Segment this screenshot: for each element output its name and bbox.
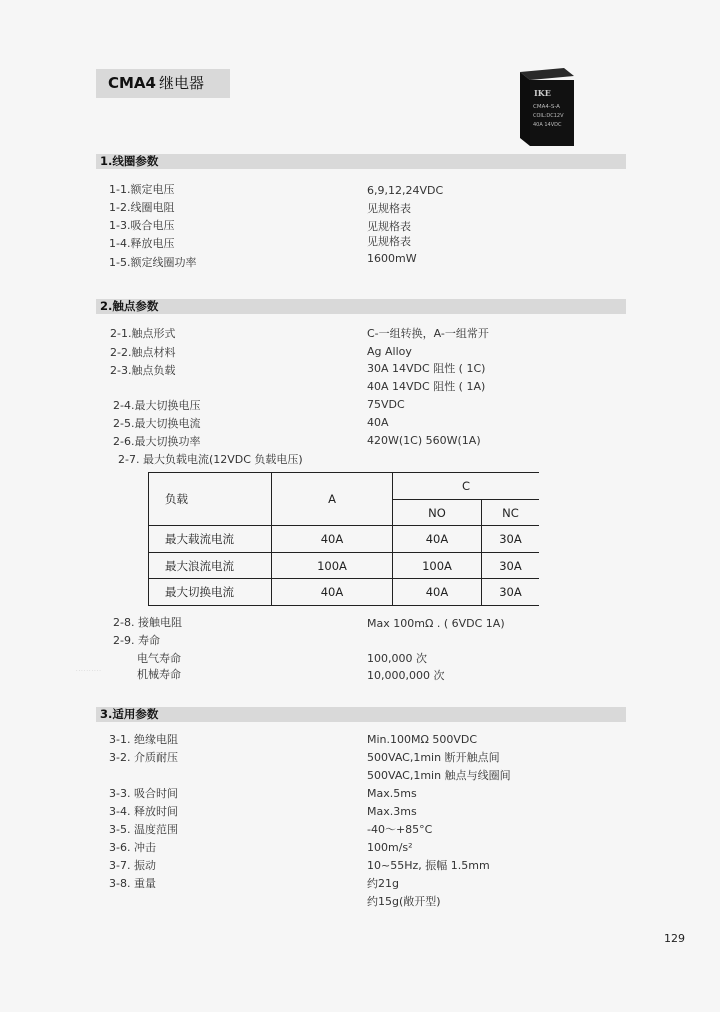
- row-label: 电气寿命: [137, 652, 181, 665]
- row-value: 10~55Hz, 振幅 1.5mm: [367, 859, 490, 872]
- section-header-coil: 1.线圈参数: [96, 154, 626, 169]
- row-value: 100,000 次: [367, 652, 427, 665]
- row-label: 1-4.释放电压: [109, 237, 175, 250]
- relay-product-image: [514, 66, 578, 152]
- table-row: [149, 526, 540, 553]
- row-label: 3-3. 吸合时间: [109, 787, 178, 800]
- table-header-a: A: [272, 473, 393, 526]
- row-value: Max.3ms: [367, 805, 417, 818]
- row-value: 6,9,12,24VDC: [367, 184, 444, 197]
- faint-dots: ··········: [76, 668, 102, 674]
- row-label: 3-7. 振动: [109, 859, 156, 872]
- table-cell-label: 最大切换电流: [149, 579, 272, 606]
- table-cell-nc: 30A: [482, 553, 540, 579]
- table-row: [149, 553, 540, 579]
- row-value: 约15g(敞开型): [367, 895, 441, 908]
- relay-line2: COIL:DC12V: [533, 113, 564, 119]
- page-title: [96, 69, 230, 98]
- row-value: 见规格表: [367, 202, 411, 215]
- row-value: 100m/s²: [367, 841, 413, 854]
- row-label: 3-6. 冲击: [109, 841, 156, 854]
- row-label: 3-8. 重量: [109, 877, 156, 890]
- relay-brand: IKE: [534, 88, 551, 98]
- row-value: 约21g: [367, 877, 399, 890]
- table-header-nc: NC: [482, 500, 540, 526]
- row-label: 3-1. 绝缘电阻: [109, 733, 178, 746]
- table-cell-no: 40A: [393, 579, 482, 606]
- table-cell-a: 40A: [272, 526, 393, 553]
- table-cell-no: 40A: [393, 526, 482, 553]
- title-cn: 继电器: [158, 74, 204, 92]
- row-value: 420W(1C) 560W(1A): [367, 434, 481, 447]
- row-value: Ag Alloy: [367, 345, 412, 358]
- table-cell-no: 100A: [393, 553, 482, 579]
- row-label: 2-4.最大切换电压: [113, 399, 201, 412]
- row-label: 1-3.吸合电压: [109, 219, 175, 232]
- row-value: Max 100mΩ . ( 6VDC 1A): [367, 617, 505, 630]
- switching-current-table: [148, 472, 539, 606]
- relay-line1: CMA4-S-A: [533, 104, 560, 110]
- row-value: C-一组转换，A-一组常开: [367, 327, 489, 340]
- row-label: 2-8. 接触电阻: [113, 616, 182, 629]
- table-caption: 2-7. 最大负载电流(12VDC 负载电压): [118, 453, 303, 466]
- row-label: 机械寿命: [137, 668, 181, 681]
- table-cell-label: 最大载流电流: [149, 526, 272, 553]
- row-label: 2-3.触点负载: [110, 364, 176, 377]
- table-header-load: 负载: [149, 473, 272, 526]
- row-label: 2-9. 寿命: [113, 634, 160, 647]
- table-cell-label: 最大浪流电流: [149, 553, 272, 579]
- row-label: 2-1.触点形式: [110, 327, 176, 340]
- row-label: 3-4. 释放时间: [109, 805, 178, 818]
- row-label: 1-1.额定电压: [109, 183, 175, 196]
- table-cell-nc: 30A: [482, 579, 540, 606]
- row-label: 3-5. 温度范围: [109, 823, 178, 836]
- table-cell-a: 100A: [272, 553, 393, 579]
- page-number: 129: [664, 932, 685, 945]
- row-value: 40A: [367, 416, 389, 429]
- row-label: 1-2.线圈电阻: [109, 201, 175, 214]
- title-en: CMA4: [108, 74, 156, 92]
- table-cell-a: 40A: [272, 579, 393, 606]
- row-label: 2-2.触点材料: [110, 346, 176, 359]
- table-cell-nc: 30A: [482, 526, 540, 553]
- row-value: 30A 14VDC 阻性 ( 1C): [367, 362, 486, 375]
- table-header-no: NO: [393, 500, 482, 526]
- row-label: 1-5.额定线圈功率: [109, 256, 197, 269]
- row-label: 2-5.最大切换电流: [113, 417, 201, 430]
- row-value: 见规格表: [367, 235, 411, 248]
- section-header-application: 3.适用参数: [96, 707, 626, 722]
- table-header-c: C: [393, 473, 540, 500]
- row-value: Max.5ms: [367, 787, 417, 800]
- row-label: 3-2. 介质耐压: [109, 751, 178, 764]
- row-value: 40A 14VDC 阻性 ( 1A): [367, 380, 486, 393]
- row-value: 75VDC: [367, 398, 405, 411]
- row-value: 1600mW: [367, 252, 417, 265]
- row-value: 500VAC,1min 断开触点间: [367, 751, 500, 764]
- row-value: 500VAC,1min 触点与线圈间: [367, 769, 511, 782]
- table-row: [149, 579, 540, 606]
- relay-line3: 40A 14VDC: [533, 122, 562, 128]
- row-value: -40～+85°C: [367, 823, 433, 836]
- row-value: 10,000,000 次: [367, 669, 445, 682]
- row-value: Min.100MΩ 500VDC: [367, 733, 478, 746]
- section-header-contact: 2.触点参数: [96, 299, 626, 314]
- row-value: 见规格表: [367, 220, 411, 233]
- row-label: 2-6.最大切换功率: [113, 435, 201, 448]
